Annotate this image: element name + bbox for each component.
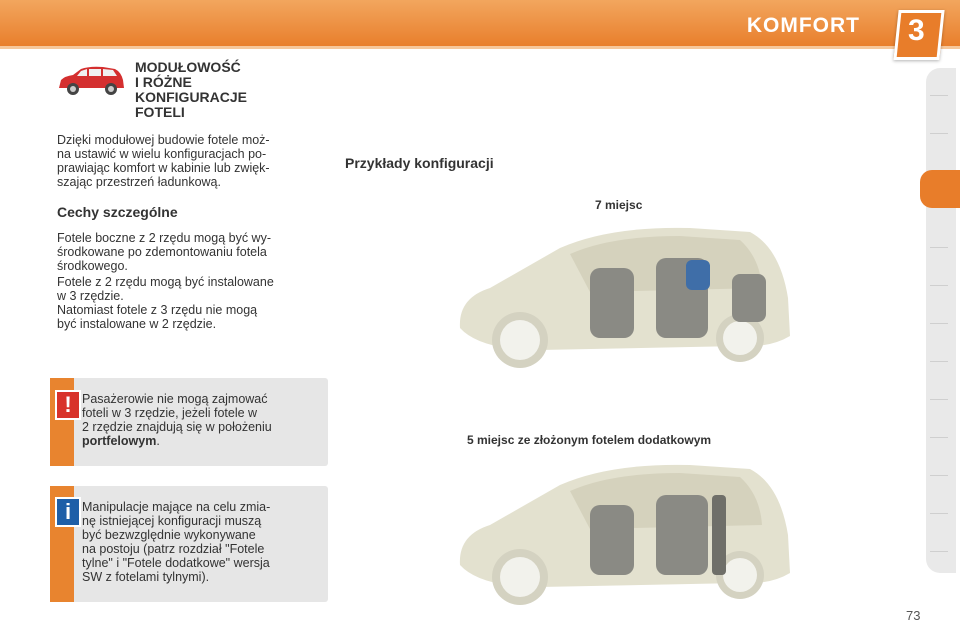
chapter-number: 3 <box>908 14 925 47</box>
text-line: Dzięki modułowej budowie fotele moż- <box>57 133 270 147</box>
tab-divider <box>930 95 948 96</box>
text-line: SW z fotelami tylnymi). <box>82 570 210 584</box>
features-paragraph-2 <box>57 275 327 303</box>
tab-divider <box>930 475 948 476</box>
config-label-7: 7 miejsc <box>595 198 643 212</box>
page-number: 73 <box>906 608 921 623</box>
tab-divider <box>930 551 948 552</box>
section-title <box>135 60 247 120</box>
warning-text <box>82 392 320 448</box>
features-paragraph-1 <box>57 231 327 273</box>
text-line: Fotele boczne z 2 rzędu mogą być wy- <box>57 231 271 245</box>
tab-divider <box>930 437 948 438</box>
features-heading: Cechy szczególne <box>57 204 178 220</box>
warning-icon: ! <box>55 390 81 420</box>
bold-term: portfelowym <box>82 434 157 448</box>
tab-divider <box>930 323 948 324</box>
car-interior-5-seats-illustration <box>450 455 795 615</box>
text-line: Pasażerowie nie mogą zajmować <box>82 392 268 406</box>
text-line: nę istniejącej konfiguracji muszą <box>82 514 262 528</box>
car-interior-7-seats-illustration <box>450 218 795 378</box>
text-line: Fotele z 2 rzędu mogą być instalowane <box>57 275 274 289</box>
car-icon <box>55 64 127 98</box>
features-paragraph-3 <box>57 303 327 331</box>
title-line: MODUŁOWOŚĆ <box>135 59 241 75</box>
tab-divider <box>930 399 948 400</box>
text-line: w 3 rzędzie. <box>57 289 124 303</box>
info-text <box>82 500 320 584</box>
tab-divider <box>930 247 948 248</box>
tab-active[interactable] <box>920 170 960 208</box>
text-line <box>82 434 320 448</box>
title-line: I RÓŻNE <box>135 74 192 90</box>
tab-divider <box>930 361 948 362</box>
text-line: na postoju (patrz rozdział "Fotele <box>82 542 265 556</box>
text-line: Manipulacje mające na celu zmia- <box>82 500 271 514</box>
config-label-5: 5 miejsc ze złożonym fotelem dodatkowym <box>467 433 712 447</box>
title-line: FOTELI <box>135 104 185 120</box>
text-line: tylne" i "Fotele dodatkowe" wersja <box>82 556 270 570</box>
chapter-title: KOMFORT <box>746 14 860 37</box>
punctuation: . <box>156 434 160 448</box>
tab-divider <box>930 133 948 134</box>
text-line: na ustawić w wielu konfiguracjach po- <box>57 147 267 161</box>
text-line: prawiając komfort w kabinie lub zwięk- <box>57 161 270 175</box>
text-line: Natomiast fotele z 3 rzędu nie mogą <box>57 303 258 317</box>
text-line: 2 rzędzie znajdują się w położeniu <box>82 420 272 434</box>
text-line: być instalowane w 2 rzędzie. <box>57 317 217 331</box>
header-stripe <box>0 46 960 49</box>
text-line: być bezwzględnie wykonywane <box>82 528 256 542</box>
text-line: szając przestrzeń ładunkową. <box>57 175 221 189</box>
text-line: foteli w 3 rzędzie, jeżeli fotele w <box>82 406 258 420</box>
text-line: środkowane po zdemontowaniu fotela <box>57 245 267 259</box>
info-icon: i <box>55 497 81 527</box>
tab-divider <box>930 285 948 286</box>
tab-divider <box>930 513 948 514</box>
text-line: środkowego. <box>57 259 128 273</box>
chapter-tabs <box>926 68 956 573</box>
intro-paragraph <box>57 133 327 189</box>
examples-heading: Przykłady konfiguracji <box>345 155 494 171</box>
title-line: KONFIGURACJE <box>135 89 248 105</box>
